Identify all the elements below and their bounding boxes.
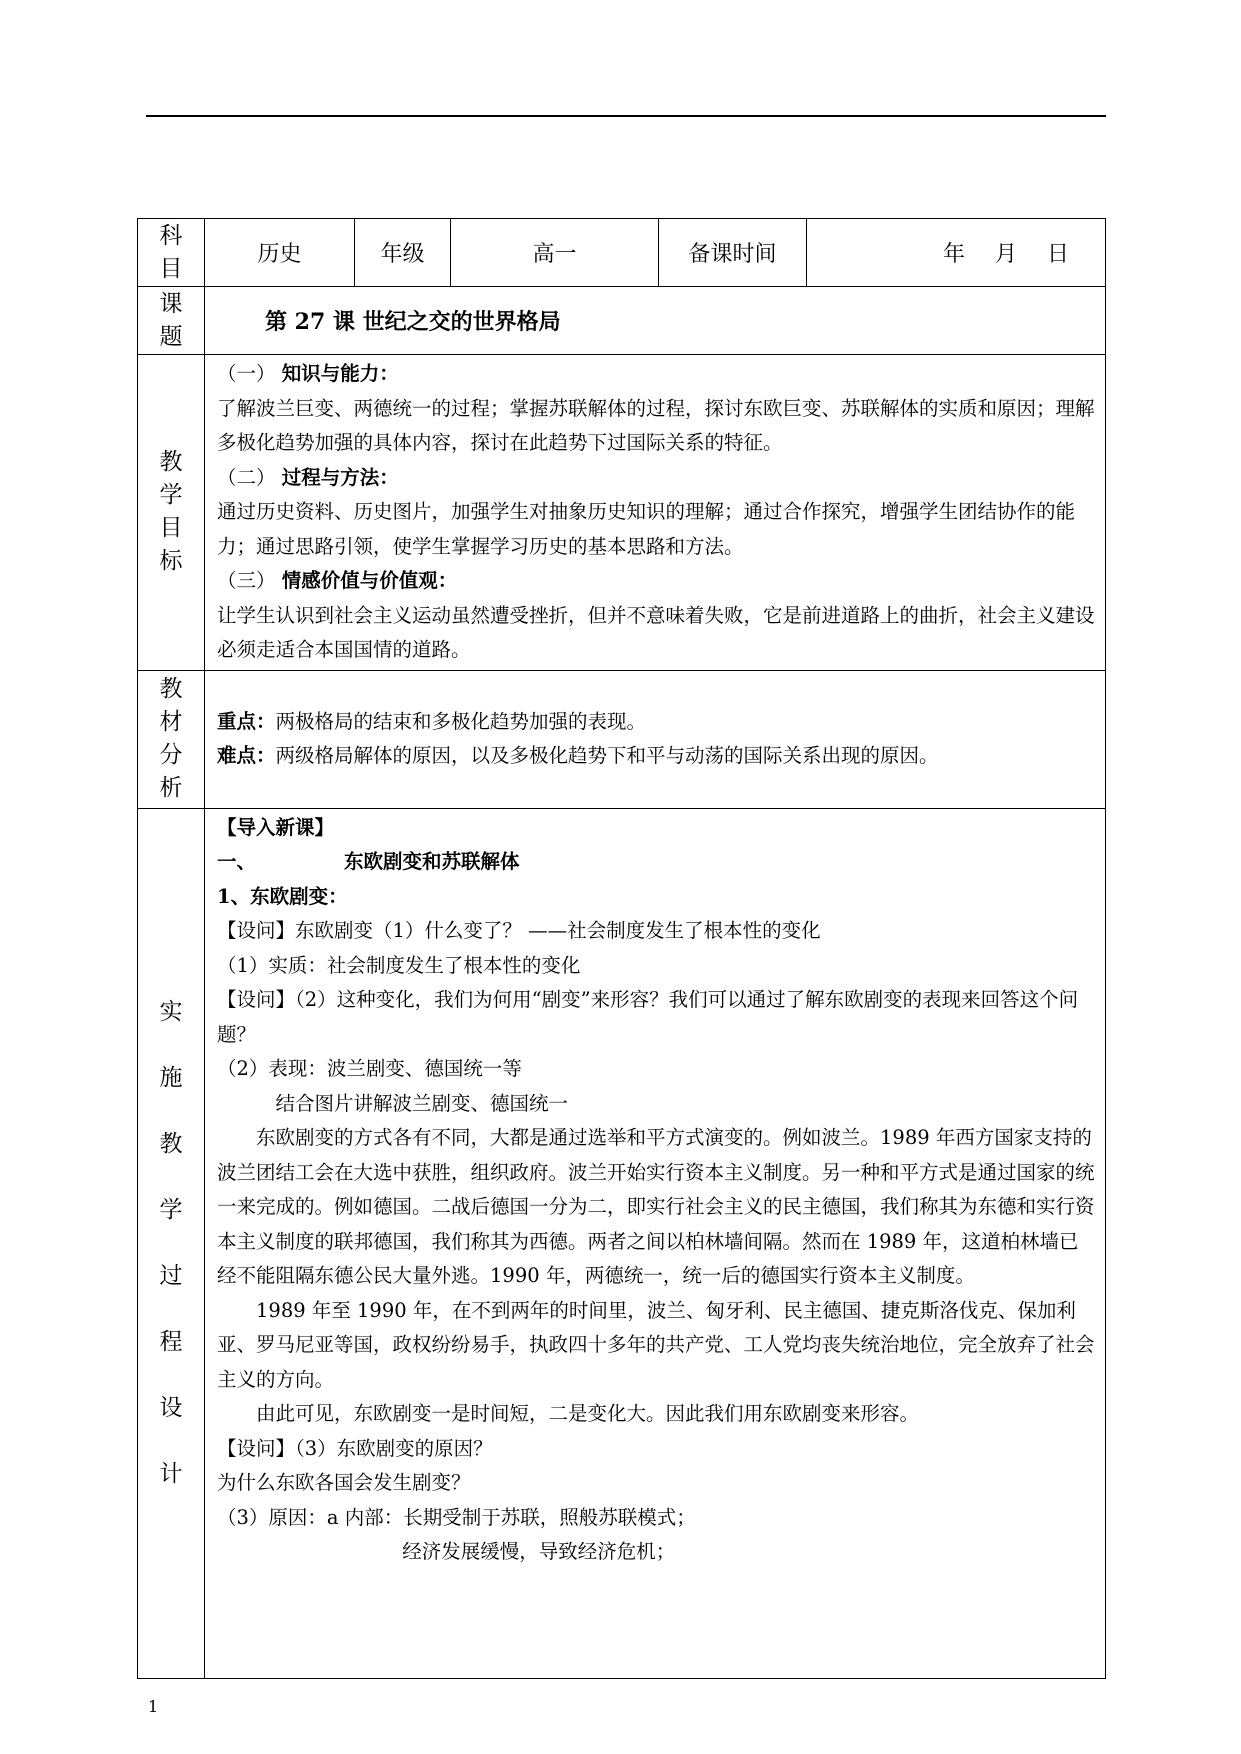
answer-1: （1）实质：社会制度发生了根本性的变化	[217, 953, 581, 977]
intro-heading: 【导入新课】	[217, 815, 335, 839]
analysis-content	[205, 670, 1106, 808]
page-number: 1	[148, 1697, 159, 1716]
analysis-row	[138, 670, 1106, 808]
process-label: 实 施 教 学 过 程 设 计	[138, 808, 205, 1678]
question-1: 【设问】东欧剧变（1）什么变了？ ——社会制度发生了根本性的变化	[217, 919, 821, 942]
question-3b: 为什么东欧各国会发生剧变？	[217, 1471, 471, 1494]
subject-label: 科 目	[138, 219, 205, 287]
date-year: 年	[942, 242, 965, 267]
header-row	[138, 219, 1106, 287]
header-rule	[146, 115, 1106, 117]
lesson-title: 第 27 课 世纪之交的世界格局	[205, 287, 1106, 355]
topic-row	[138, 287, 1106, 355]
lesson-plan-table	[137, 218, 1106, 1679]
topic-label: 课 题	[138, 287, 205, 355]
subject-value: 历史	[205, 219, 355, 287]
objective-process-text: 通过历史资料、历史图片，加强学生对抽象历史知识的理解；通过合作探究，增强学生团结协作的能力；通过思路引领，使学生掌握学习历史的基本思路和方法。	[217, 500, 1076, 558]
answer-3: （3）原因：a 内部：长期受制于苏联，照般苏联模式；	[217, 1505, 696, 1529]
answer-2: （2）表现：波兰剧变、德国统一等	[217, 1057, 522, 1080]
process-row	[138, 808, 1106, 1678]
difficult-point: 难点：两级格局解体的原因，以及多极化趋势下和平与动荡的国际关系出现的原因。	[217, 744, 939, 767]
grade-value: 高一	[451, 219, 659, 287]
date-month: 月	[994, 242, 1017, 267]
objectives-row	[138, 355, 1106, 671]
answer-3b: 经济发展缓慢，导致经济危机；	[402, 1540, 676, 1563]
paragraph-3: 由此可见，东欧剧变一是时间短，二是变化大。因此我们用东欧剧变来形容。	[256, 1402, 920, 1425]
objective-knowledge-text: 了解波兰巨变、两德统一的过程；掌握苏联解体的过程，探讨东欧巨变、苏联解体的实质和原因；理解多极化趋势加强的具体内容，探讨在此趋势下过国际关系的特征。	[217, 396, 1095, 454]
objective-process-heading: （二） 过程与方法：	[217, 465, 399, 489]
date-field	[807, 219, 1106, 287]
objective-knowledge-heading: （一） 知识与能力：	[217, 362, 399, 385]
analysis-label: 教 材 分 析	[138, 670, 205, 808]
paragraph-1: 东欧剧变的方式各有不同，大都是通过选举和平方式演变的。例如波兰。1989 年西方国家支持的波兰团结工会在大选中获胜，组织政府。波兰开始实行资本主义制度。另一种和平方式是通过国家的统一来完成的。例如德国。二战后德国一分为二，即实行社会主义的民主德国，我们称其为东德和实行资本主义制度的联邦德国，我们称其为西德。两者之间以柏林墙间隔。然而在 1989 年，这道柏林墙已经不能阻隔东德公民大量外逃。1990 年，两德统一，统一后的德国实行资本主义制度。	[217, 1126, 1095, 1287]
key-point: 重点：两极格局的结束和多极化趋势加强的表现。	[217, 709, 647, 733]
objective-emotion-heading: （三） 情感价值与价值观：	[217, 569, 458, 592]
prep-time-label: 备课时间	[659, 219, 807, 287]
objectives-label: 教 学 目 标	[138, 355, 205, 671]
answer-2-note: 结合图片讲解波兰剧变、德国统一	[275, 1091, 569, 1115]
section-heading: 一、 东欧剧变和苏联解体	[217, 850, 520, 873]
paragraph-2: 1989 年至 1990 年，在不到两年的时间里，波兰、匈牙利、民主德国、捷克斯洛伐克、保加利亚、罗马尼亚等国，政权纷纷易手，执政四十多年的共产党、工人党均丧失统治地位，完全放弃了社会主义的方向。	[217, 1298, 1095, 1391]
grade-label: 年级	[355, 219, 451, 287]
process-content	[205, 808, 1106, 1678]
subsection-heading: 1、东欧剧变：	[217, 884, 348, 908]
question-2: 【设问】（2）这种变化，我们为何用“剧变”来形容？我们可以通过了解东欧剧变的表现来回答这个问题？	[217, 988, 1079, 1046]
objectives-content	[205, 355, 1106, 671]
question-3: 【设问】（3）东欧剧变的原因？	[217, 1436, 493, 1460]
objective-emotion-text: 让学生认识到社会主义运动虽然遭受挫折，但并不意味着失败，它是前进道路上的曲折，社会主义建设必须走适合本国国情的道路。	[217, 603, 1095, 661]
date-day: 日	[1046, 242, 1069, 267]
